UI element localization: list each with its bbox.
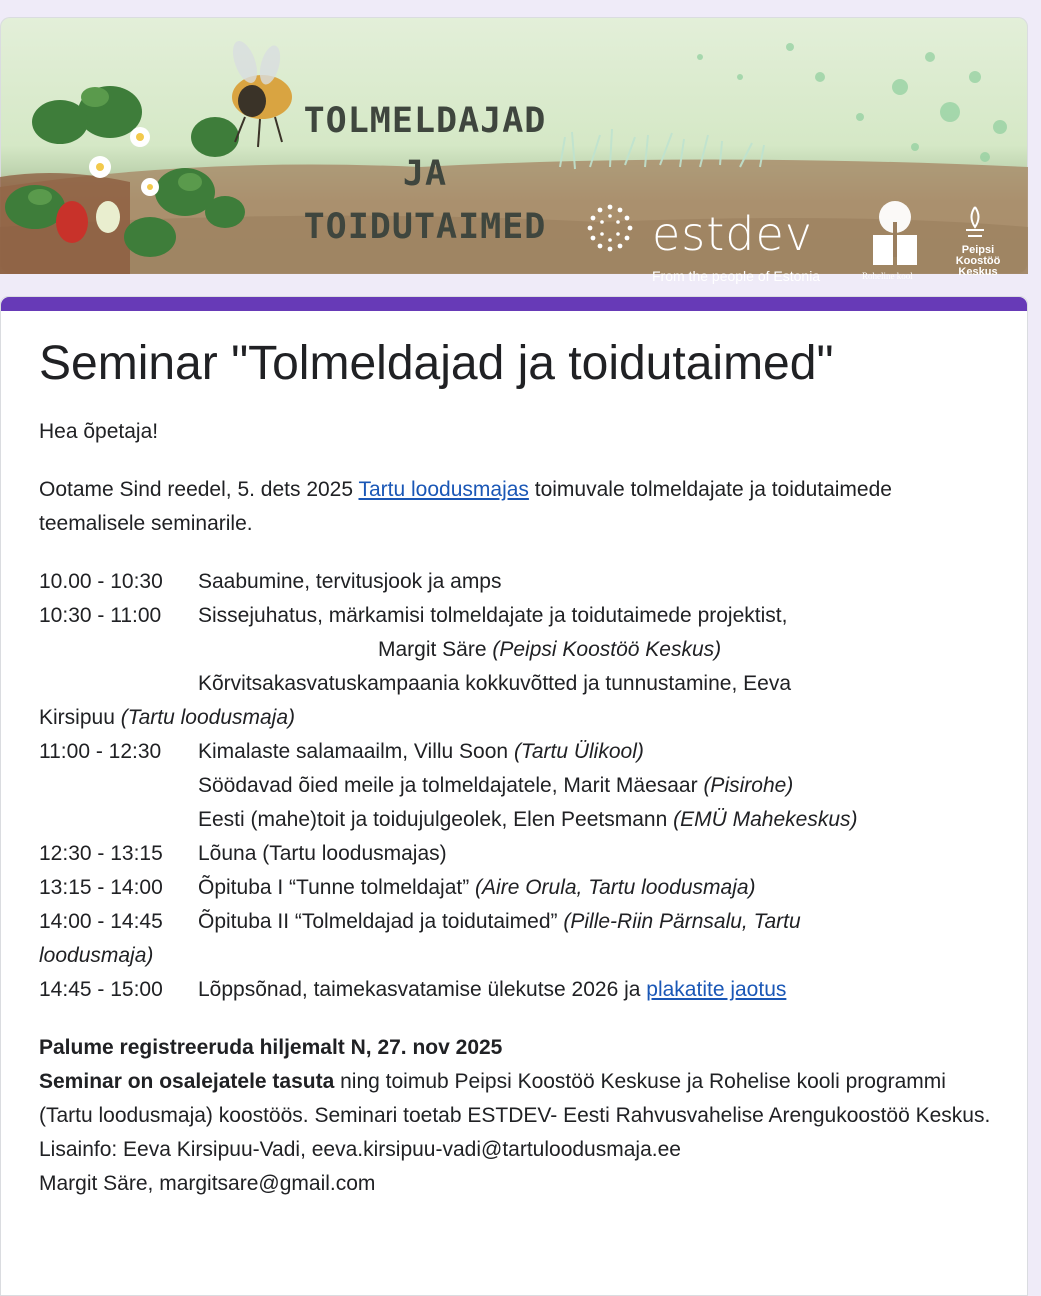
schedule-desc <box>198 905 999 939</box>
schedule-desc <box>378 633 999 667</box>
peipsi-line-1: Peipsi <box>961 244 995 256</box>
banner-title-line-3: TOIDUTAIMED <box>303 207 547 247</box>
form-description <box>39 325 999 1201</box>
schedule-desc <box>198 735 999 769</box>
schedule-row-continued <box>39 803 999 837</box>
schedule-row <box>39 565 999 599</box>
schedule-time: 12:30 - 13:15 <box>39 842 163 865</box>
contact-info-1: Lisainfo: Eeva Kirsipuu-Vadi, eeva.kirsipuu-vadi@tartuloodusmaja.ee <box>39 1138 681 1161</box>
schedule-time: 13:15 - 14:00 <box>39 876 163 899</box>
schedule-time: 10:30 - 11:00 <box>39 604 162 627</box>
speaker: Eesti (mahe)toit ja toidujulgeolek, Elen Peetsmann <box>198 808 674 831</box>
registration-deadline-text: Palume registreeruda hiljemalt N, 27. nov 2025 <box>39 1036 503 1059</box>
header-banner <box>0 17 1028 284</box>
organization: (Aire Orula, Tartu loodusmaja) <box>475 876 756 899</box>
schedule-row-continued <box>39 769 999 803</box>
banner-title <box>280 95 570 254</box>
schedule-row-wrap <box>39 939 999 973</box>
organization: (EMÜ Mahekeskus) <box>673 808 858 831</box>
intro-text-after: toimuvale tolmeldajate ja toidutaimede teemalisele seminarile. <box>39 478 892 535</box>
form-description-card <box>0 296 1028 1296</box>
schedule-time: 11:00 - 12:30 <box>39 740 162 763</box>
contact-info-2: Margit Säre, margitsare@gmail.com <box>39 1172 376 1195</box>
venue-link[interactable]: Tartu loodusmajas <box>358 478 529 501</box>
schedule-desc <box>198 871 999 905</box>
speaker: Söödavad õied meile ja tolmeldajatele, Marit Mäesaar <box>198 774 704 797</box>
schedule-row <box>39 599 999 633</box>
schedule-row <box>39 871 999 905</box>
free-seminar-bold: Seminar on osalejatele tasuta <box>39 1070 335 1093</box>
organization: (Pille-Riin Pärnsalu, Tartu <box>563 910 801 933</box>
free-seminar-rest: ning toimub Peipsi Koostöö Keskuse ja Rohelise kooli programmi (Tartu loodusmaja) koostöös. Seminari toetab ESTDEV- Eesti Rahvusvahelise Arengukoostöö Keskus. <box>39 1070 991 1127</box>
registration-deadline <box>39 1031 999 1065</box>
intro-paragraph <box>39 473 999 541</box>
schedule-time: 14:45 - 15:00 <box>39 978 163 1001</box>
speaker: Kirsipuu <box>39 706 121 729</box>
schedule-desc <box>198 803 999 837</box>
schedule-row <box>39 973 999 1007</box>
schedule <box>39 565 999 1007</box>
schedule-desc: Sissejuhatus, märkamisi tolmeldajate ja toidutaimede projektist, <box>198 604 788 627</box>
schedule-desc <box>39 701 999 735</box>
banner-title-line-1: TOLMELDAJAD <box>303 101 547 141</box>
roheline-kool-label: Roheline kool <box>862 271 913 281</box>
estdev-tagline: From the people of Estonia <box>652 268 821 284</box>
schedule-desc <box>198 769 999 803</box>
greeting: Hea õpetaja! <box>39 420 159 443</box>
workshop: Õpituba II “Tolmeldajad ja toidutaimed” <box>198 910 564 933</box>
speaker: Margit Säre <box>378 638 493 661</box>
schedule-row-continued <box>39 633 999 667</box>
posters-link[interactable]: plakatite jaotus <box>646 978 787 1001</box>
peipsi-line-2: Koostöö <box>955 255 1001 267</box>
banner-title-line-2: JA <box>402 154 448 194</box>
card-accent-bar <box>1 297 1027 311</box>
peipsi-logo-text <box>946 245 1010 278</box>
estdev-logo-text: estdev <box>652 207 814 261</box>
peipsi-line-3: Keskus <box>958 266 998 278</box>
schedule-time: 10.00 - 10:30 <box>39 570 163 593</box>
registration-info <box>39 1031 999 1201</box>
schedule-desc: Saabumine, tervitusjook ja amps <box>198 570 502 593</box>
speaker: Kimalaste salamaailm, Villu Soon <box>198 740 514 763</box>
schedule-row <box>39 837 999 871</box>
schedule-time: 14:00 - 14:45 <box>39 910 163 933</box>
schedule-row-continued <box>39 667 999 701</box>
workshop: Õpituba I “Tunne tolmeldajat” <box>198 876 476 899</box>
organization: loodusmaja) <box>39 944 154 967</box>
form-title: Seminar "Tolmeldajad ja toidutaimed" <box>39 337 834 390</box>
schedule-row <box>39 905 999 939</box>
schedule-desc: Lõuna (Tartu loodusmajas) <box>198 842 447 865</box>
schedule-desc: Kõrvitsakasvatuskampaania kokkuvõtted ja tunnustamine, Eeva <box>198 672 791 695</box>
schedule-row <box>39 735 999 769</box>
organization: (Tartu Ülikool) <box>513 740 644 763</box>
schedule-row-wrap <box>39 701 999 735</box>
free-seminar-note <box>39 1065 999 1133</box>
organization: (Tartu loodusmaja) <box>120 706 296 729</box>
intro-text-before: Ootame Sind reedel, 5. dets 2025 <box>39 478 359 501</box>
organization: (Pisirohe) <box>703 774 794 797</box>
closing-text: Lõppsõnad, taimekasvatamise ülekutse 2026 ja <box>198 978 647 1001</box>
organization: (Peipsi Koostöö Keskus) <box>492 638 722 661</box>
schedule-desc <box>198 973 999 1007</box>
